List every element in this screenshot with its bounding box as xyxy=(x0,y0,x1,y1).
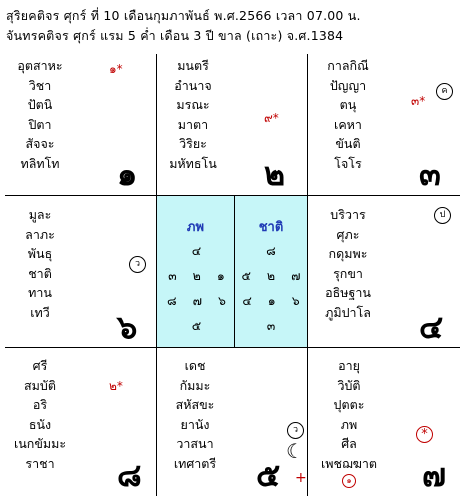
house-name: วิริยะ xyxy=(179,136,207,151)
star-circle-icon: * xyxy=(416,426,433,443)
planet-circle-icon: ค xyxy=(436,83,453,100)
house-6-names xyxy=(9,205,71,322)
house-8-names xyxy=(9,356,71,473)
house-name: ลาภะ xyxy=(25,226,55,242)
house-4-names xyxy=(315,205,381,322)
solar-date-line: สุริยคติจร ศุกร์ ที่ 10 เดือนกุมภาพันธ์ พ.ศ.2566 เวลา 07.00 น. xyxy=(6,8,361,23)
house-5 xyxy=(156,347,307,496)
house-1 xyxy=(5,54,156,195)
house-3-names xyxy=(317,56,379,173)
house-number: ๓ xyxy=(419,155,441,193)
house-number: ๔ xyxy=(419,308,444,346)
house-name: เดช xyxy=(184,358,206,373)
planet-mark: ๒* xyxy=(109,379,123,393)
planet-circle-icon: ว xyxy=(129,256,146,273)
house-name: อำนาจ xyxy=(174,77,212,93)
house-name: วาสนา xyxy=(176,436,214,451)
planet-mark: + xyxy=(295,470,307,486)
house-name: อายุ xyxy=(338,358,360,373)
house-7 xyxy=(307,347,460,496)
house-name: อริ xyxy=(32,397,48,412)
house-name: กดุมพะ xyxy=(328,246,368,261)
moon-icon: ☾ xyxy=(286,439,304,463)
house-2-names xyxy=(162,56,224,173)
house-number: ๗ xyxy=(422,456,447,494)
house-name: กาลกิณี xyxy=(327,58,369,73)
house-name: สมบัติ xyxy=(24,377,56,393)
planet-mark: ๓* xyxy=(411,94,426,108)
house-name: ปิตา xyxy=(28,116,52,132)
house-number: ๕ xyxy=(256,456,281,494)
center-left-row: ๘ ๗ ๖ xyxy=(167,293,232,308)
house-8 xyxy=(5,347,156,496)
center-right-row: ๓ xyxy=(266,318,282,333)
planet-circle-icon: ๑ xyxy=(342,474,356,488)
house-name: สหัสขะ xyxy=(175,397,215,412)
horoscope-grid xyxy=(5,54,460,496)
house-name: กัมมะ xyxy=(179,377,211,393)
center-left-title: ภพ xyxy=(186,220,205,235)
house-name: มาตา xyxy=(177,116,209,132)
center-left-row: ๔ xyxy=(191,243,208,258)
house-6 xyxy=(5,195,156,347)
house-name: อุตสาหะ xyxy=(17,58,63,73)
house-name: ปัญญา xyxy=(329,77,367,93)
planet-mark: ๑* xyxy=(109,62,123,76)
house-name: วิบัติ xyxy=(337,377,361,393)
house-name: รุกขา xyxy=(333,265,363,281)
house-5-names xyxy=(164,356,226,473)
house-name: เทศาตรี xyxy=(173,455,217,471)
house-name: ศุภะ xyxy=(336,226,360,242)
house-name: ชาติ xyxy=(28,265,52,281)
house-name: พันธุ xyxy=(27,246,53,261)
house-name: ธนัง xyxy=(28,416,52,432)
house-name: มนตรี xyxy=(177,58,209,73)
house-number: ๑ xyxy=(117,155,138,193)
house-name: เทวี xyxy=(30,304,50,320)
planet-circle-icon: ป xyxy=(434,207,451,224)
house-name: ศรี xyxy=(32,358,48,373)
house-name: ทาน xyxy=(28,285,52,300)
house-name: เคหา xyxy=(334,116,362,132)
house-name: ภูมิปาโล xyxy=(325,304,371,320)
house-name: มหัทธโน xyxy=(169,155,217,171)
house-number: ๘ xyxy=(117,456,142,494)
house-name: ปุตตะ xyxy=(333,397,365,412)
center-right-row: ๕ ๒ ๗ xyxy=(241,268,307,283)
house-name: มูละ xyxy=(28,207,52,222)
planet-circle-icon: ว xyxy=(287,422,304,439)
house-name: ทลิทโท xyxy=(20,155,60,171)
house-name: ภพ xyxy=(340,416,358,432)
house-name: สัจจะ xyxy=(25,136,55,151)
house-name: ศีล xyxy=(341,436,357,451)
house-name: ขันติ xyxy=(335,136,361,151)
center-chart xyxy=(157,196,307,347)
house-2 xyxy=(156,54,307,195)
house-7-names xyxy=(313,356,385,473)
house-name: มรณะ xyxy=(176,97,210,112)
house-name: วิชา xyxy=(28,77,52,93)
lunar-date-line: จันทรคติจร ศุกร์ แรม 5 ค่ำ เดือน 3 ปี ขาล (เถาะ) จ.ศ.1384 xyxy=(6,28,344,43)
center-left-row: ๕ xyxy=(191,318,208,333)
house-name: โจโร xyxy=(334,155,362,171)
center-right-row: ๘ xyxy=(266,243,282,258)
house-3 xyxy=(307,54,460,195)
house-number: ๒ xyxy=(264,155,286,193)
center-left-row: ๓ ๒ ๑ xyxy=(168,268,231,283)
house-name: ยานัง xyxy=(180,416,210,432)
house-name: บริวาร xyxy=(330,207,366,222)
center-right-row: ๔ ๑ ๖ xyxy=(242,293,306,308)
house-1-names xyxy=(9,56,71,173)
house-name: อธิษฐาน xyxy=(325,285,371,300)
house-name: ปัตนิ xyxy=(27,97,53,112)
house-name: ตนุ xyxy=(339,97,357,112)
house-name: ราชา xyxy=(25,455,55,471)
house-4 xyxy=(307,195,460,347)
planet-mark: ๙* xyxy=(264,111,279,125)
house-name: เพชฌฆาต xyxy=(320,455,378,471)
house-name: เนกขัมมะ xyxy=(13,436,67,451)
center-right-title: ชาติ xyxy=(258,220,284,235)
house-number: ๖ xyxy=(117,308,138,346)
